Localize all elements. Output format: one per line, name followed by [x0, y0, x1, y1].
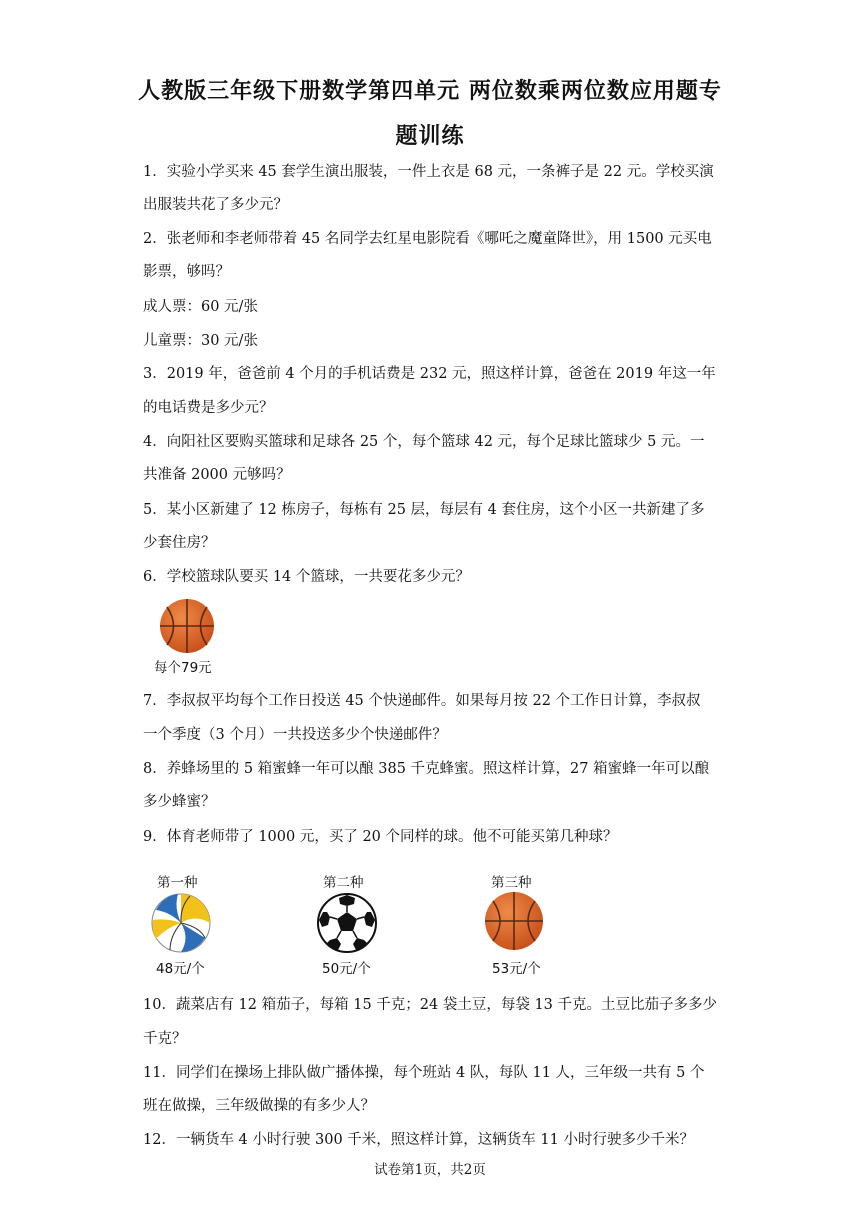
- basketball-price-label: 每个79元: [154, 660, 212, 676]
- question-6-line-1: 6．学校篮球队要买 14 个篮球，一共要花多少元？: [143, 569, 470, 585]
- question-1-line-2: 出服装共花了多少元？: [143, 197, 288, 213]
- question-2-child-ticket: 儿童票：30 元/张: [143, 333, 258, 349]
- question-2-line-1: 2．张老师和李老师带着 45 名同学去红星电影院看《哪吒之魔童降世》，用 1500 元买电: [143, 231, 712, 247]
- ball-type-1-price: 48元/个: [156, 961, 205, 977]
- question-3-line-2: 的电话费是多少元？: [143, 400, 274, 416]
- ball-type-1-label: 第一种: [157, 875, 198, 891]
- question-3-line-1: 3．2019 年，爸爸前 4 个月的手机话费是 232 元，照这样计算，爸爸在 2019 年这一年: [143, 366, 716, 382]
- question-11-line-1: 11．同学们在操场上排队做广播体操，每个班站 4 队，每队 11 人，三年级一共有 5 个: [143, 1065, 705, 1081]
- volleyball-icon: [150, 892, 212, 954]
- question-2-line-2: 影票，够吗？: [143, 264, 230, 280]
- question-5-line-1: 5．某小区新建了 12 栋房子，每栋有 25 层，每层有 4 套住房，这个小区一共新建了多: [143, 502, 705, 518]
- ball-type-3-label: 第三种: [491, 875, 532, 891]
- question-7-line-1: 7．李叔叔平均每个工作日投送 45 个快递邮件。如果每月按 22 个工作日计算，李叔叔: [143, 693, 701, 709]
- question-8-line-1: 8．养蜂场里的 5 箱蜜蜂一年可以酿 385 千克蜂蜜。照这样计算，27 箱蜜蜂一年可以酿: [143, 761, 710, 777]
- ball-type-3-price: 53元/个: [492, 961, 541, 977]
- soccer-ball-icon: [316, 892, 378, 954]
- question-1-line-1: 1．实验小学买来 45 套学生演出服装，一件上衣是 68 元，一条裤子是 22 元。学校买演: [143, 164, 714, 180]
- question-2-adult-ticket: 成人票：60 元/张: [143, 299, 258, 315]
- page-title: 人教版三年级下册数学第四单元 两位数乘两位数应用题专: [138, 79, 722, 104]
- question-10-line-1: 10．蔬菜店有 12 箱茄子，每箱 15 千克；24 袋土豆，每袋 13 千克。土豆比茄子多多少: [143, 997, 718, 1013]
- question-12-line-1: 12．一辆货车 4 小时行驶 300 千米，照这样计算，这辆货车 11 小时行驶多少千米？: [143, 1132, 694, 1148]
- ball-type-2-label: 第二种: [323, 875, 364, 891]
- question-11-line-2: 班在做操，三年级做操的有多少人？: [143, 1098, 375, 1114]
- question-4-line-1: 4．向阳社区要购买篮球和足球各 25 个，每个篮球 42 元，每个足球比篮球少 5 元。一: [143, 434, 705, 450]
- question-7-line-2: 一个季度（3 个月）一共投送多少个快递邮件？: [143, 727, 447, 743]
- question-5-line-2: 少套住房？: [143, 535, 216, 551]
- basketball-icon: [158, 597, 216, 655]
- page-footer: 试卷第1页，共2页: [374, 1162, 486, 1178]
- page-title-continued: 题训练: [395, 124, 465, 149]
- ball-type-2-price: 50元/个: [322, 961, 371, 977]
- question-9-line-1: 9．体育老师带了 1000 元，买了 20 个同样的球。他不可能买第几种球？: [143, 829, 618, 845]
- basketball-icon: [483, 890, 545, 952]
- question-8-line-2: 多少蜂蜜？: [143, 794, 216, 810]
- question-4-line-2: 共准备 2000 元够吗？: [143, 467, 291, 483]
- question-10-line-2: 千克？: [143, 1031, 187, 1047]
